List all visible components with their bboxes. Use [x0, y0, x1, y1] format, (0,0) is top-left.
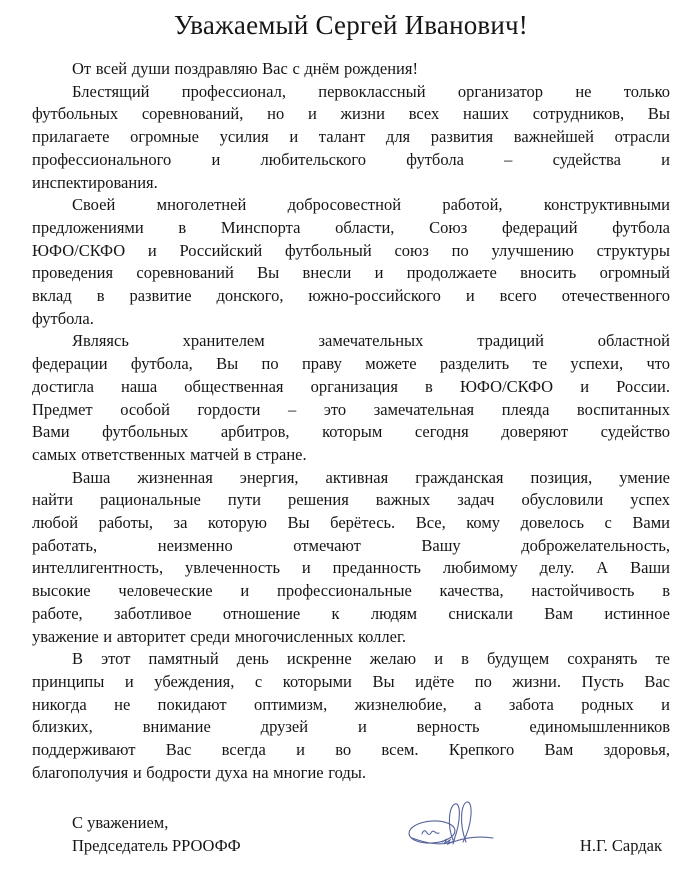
paragraph-line: найти рациональные пути решения важных задач обусловили успех — [32, 490, 670, 510]
closing-left — [32, 811, 670, 857]
paragraph-line: Ваша жизненная энергия, активная гражданская позиция, умение — [72, 467, 670, 487]
signer-name: Н.Г. Сардак — [579, 835, 662, 855]
paragraph — [32, 81, 670, 195]
closing-salutation: С уважением, — [72, 812, 169, 832]
paragraph-line: прилагаете огромные усилия и талант для развития важнейшей отрасли — [32, 127, 670, 147]
paragraph-line: Предмет особой гордости – это замечательная плеяда воспитанных — [32, 399, 670, 419]
paragraph-line: уважение и авторитет среди многочисленных коллег. — [32, 626, 407, 646]
paragraph-line: проведения соревнований Вы внесли и продолжаете вносить огромный — [32, 263, 670, 283]
paragraph-line: высокие человеческие и профессиональные качества, настойчивость в — [32, 581, 670, 601]
closing-block — [32, 811, 670, 881]
closing-position: Председатель РРООФФ — [72, 835, 241, 855]
paragraph-line: инспектирования. — [32, 172, 158, 192]
paragraph — [32, 330, 670, 466]
paragraph — [32, 58, 670, 81]
paragraph-line: никогда не покидают оптимизм, жизнелюбие, а забота родных и — [32, 694, 670, 714]
letter-title: Уважаемый Сергей Иванович! — [173, 10, 528, 40]
paragraph-line: работать, неизменно отмечают Вашу доброжелательность, — [32, 535, 670, 555]
paragraph-line: работе, заботливое отношение к людям снискали Вам истинное — [32, 603, 670, 623]
paragraph-line: В этот памятный день искренне желаю и в будущем сохранять те — [72, 649, 670, 669]
paragraph-line: профессионального и любительского футбола – судейства и — [32, 149, 670, 169]
paragraph-line: Являясь хранителем замечательных традиций областной — [72, 331, 670, 351]
letter-body — [32, 58, 670, 785]
paragraph-line: Вами футбольных арбитров, которым сегодня доверяют судейство — [32, 422, 670, 442]
paragraph-line: любой работы, за которую Вы берётесь. Все, кому довелось с Вами — [32, 513, 670, 533]
paragraph-line: самых ответственных матчей в стране. — [32, 444, 307, 464]
paragraph-line: вклад в развитие донского, южно-российского и всего отечественного — [32, 286, 670, 306]
paragraph-line: интеллигентность, увлеченность и преданность любимому делу. А Ваши — [32, 558, 670, 578]
paragraph — [32, 467, 670, 649]
paragraph-line: Своей многолетней добросовестной работой, конструктивными — [72, 195, 670, 215]
paragraph — [32, 648, 670, 784]
paragraph-line: ЮФО/СКФО и Российский футбольный союз по улучшению структуры — [32, 240, 670, 260]
paragraph-line: благополучия и бодрости духа на многие годы. — [32, 762, 366, 782]
paragraph-line: От всей души поздравляю Вас с днём рождения! — [72, 59, 418, 78]
paragraph-line: достигла наша общественная организация в ЮФО/СКФО и России. — [32, 376, 670, 396]
paragraph-line: футбола. — [32, 308, 94, 328]
paragraph-line: федерации футбола, Вы по праву можете разделить те успехи, что — [32, 354, 670, 374]
paragraph-line: близких, внимание друзей и верность единомышленников — [32, 717, 670, 737]
signature-icon — [406, 799, 494, 849]
paragraph-line: Блестящий профессионал, первоклассный организатор не только — [72, 81, 670, 101]
paragraph-line: предложениями в Минспорта области, Союз федераций футбола — [32, 217, 670, 237]
paragraph — [32, 194, 670, 330]
paragraph-line: поддерживают Вас всегда и во всем. Крепкого Вам здоровья, — [32, 740, 670, 760]
paragraph-line: принципы и убеждения, с которыми Вы идёте по жизни. Пусть Вас — [32, 671, 670, 691]
paragraph-line: футбольных соревнований, но и жизни всех наших сотрудников, Вы — [32, 104, 670, 124]
